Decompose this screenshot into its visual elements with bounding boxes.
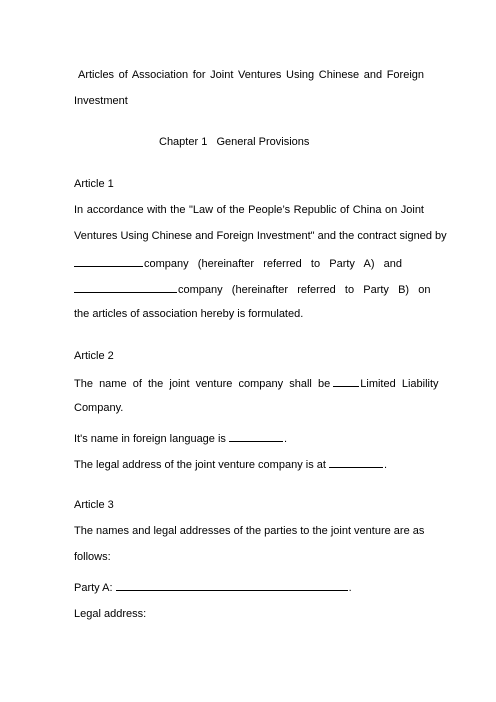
article-1-line-4-text: company (hereinafter referred to Party B) on bbox=[178, 284, 431, 296]
company-name-blank bbox=[333, 375, 359, 387]
document-title-line-1: Articles of Association for Joint Ventures Using Chinese and Foreign bbox=[78, 69, 424, 81]
article-1-line-3-text: company (hereinafter referred to Party A) and bbox=[144, 258, 403, 270]
party-b-company-blank bbox=[74, 281, 177, 293]
article-3-heading: Article 3 bbox=[74, 499, 114, 511]
article-1-line-1: In accordance with the "Law of the People’s Republic of China on Joint bbox=[74, 204, 424, 216]
party-a-label: Party A: bbox=[74, 582, 113, 594]
article-2-line-1-start: The name of the joint venture company shall be bbox=[74, 378, 331, 390]
document-title-line-2: Investment bbox=[74, 95, 128, 107]
article-2-line-2: Company. bbox=[74, 402, 124, 414]
article-2-line-3 bbox=[74, 430, 424, 446]
party-a-legal-address: Legal address: bbox=[74, 608, 147, 620]
chapter-number: Chapter 1 bbox=[159, 136, 208, 148]
foreign-name-period: . bbox=[283, 433, 288, 445]
article-1-line-4 bbox=[74, 281, 431, 297]
chapter-name: General Provisions bbox=[216, 136, 310, 148]
article-2-heading: Article 2 bbox=[74, 350, 114, 362]
article-3-line-2: follows: bbox=[74, 551, 111, 563]
foreign-name-label: It's name in foreign language is bbox=[74, 433, 226, 445]
party-a-name-blank bbox=[116, 579, 348, 591]
article-1-line-3 bbox=[74, 255, 424, 271]
foreign-name-blank bbox=[229, 430, 283, 442]
chapter-heading bbox=[159, 135, 359, 149]
party-a-row bbox=[74, 579, 424, 595]
article-1-heading: Article 1 bbox=[74, 178, 114, 190]
legal-address-period: . bbox=[383, 459, 388, 471]
article-2-line-1-end: Limited Liability bbox=[360, 378, 439, 390]
party-a-period: . bbox=[348, 582, 352, 594]
article-1-line-5: the articles of association hereby is formulated. bbox=[74, 308, 304, 320]
legal-address-label: The legal address of the joint venture company is at bbox=[74, 459, 326, 471]
legal-address-blank bbox=[329, 456, 383, 468]
party-a-company-blank bbox=[74, 255, 143, 267]
article-2-line-1 bbox=[74, 375, 439, 391]
article-3-line-1: The names and legal addresses of the parties to the joint venture are as bbox=[74, 525, 425, 537]
article-1-line-2: Ventures Using Chinese and Foreign Investment" and the contract signed by bbox=[74, 230, 447, 242]
article-2-line-4 bbox=[74, 456, 424, 472]
